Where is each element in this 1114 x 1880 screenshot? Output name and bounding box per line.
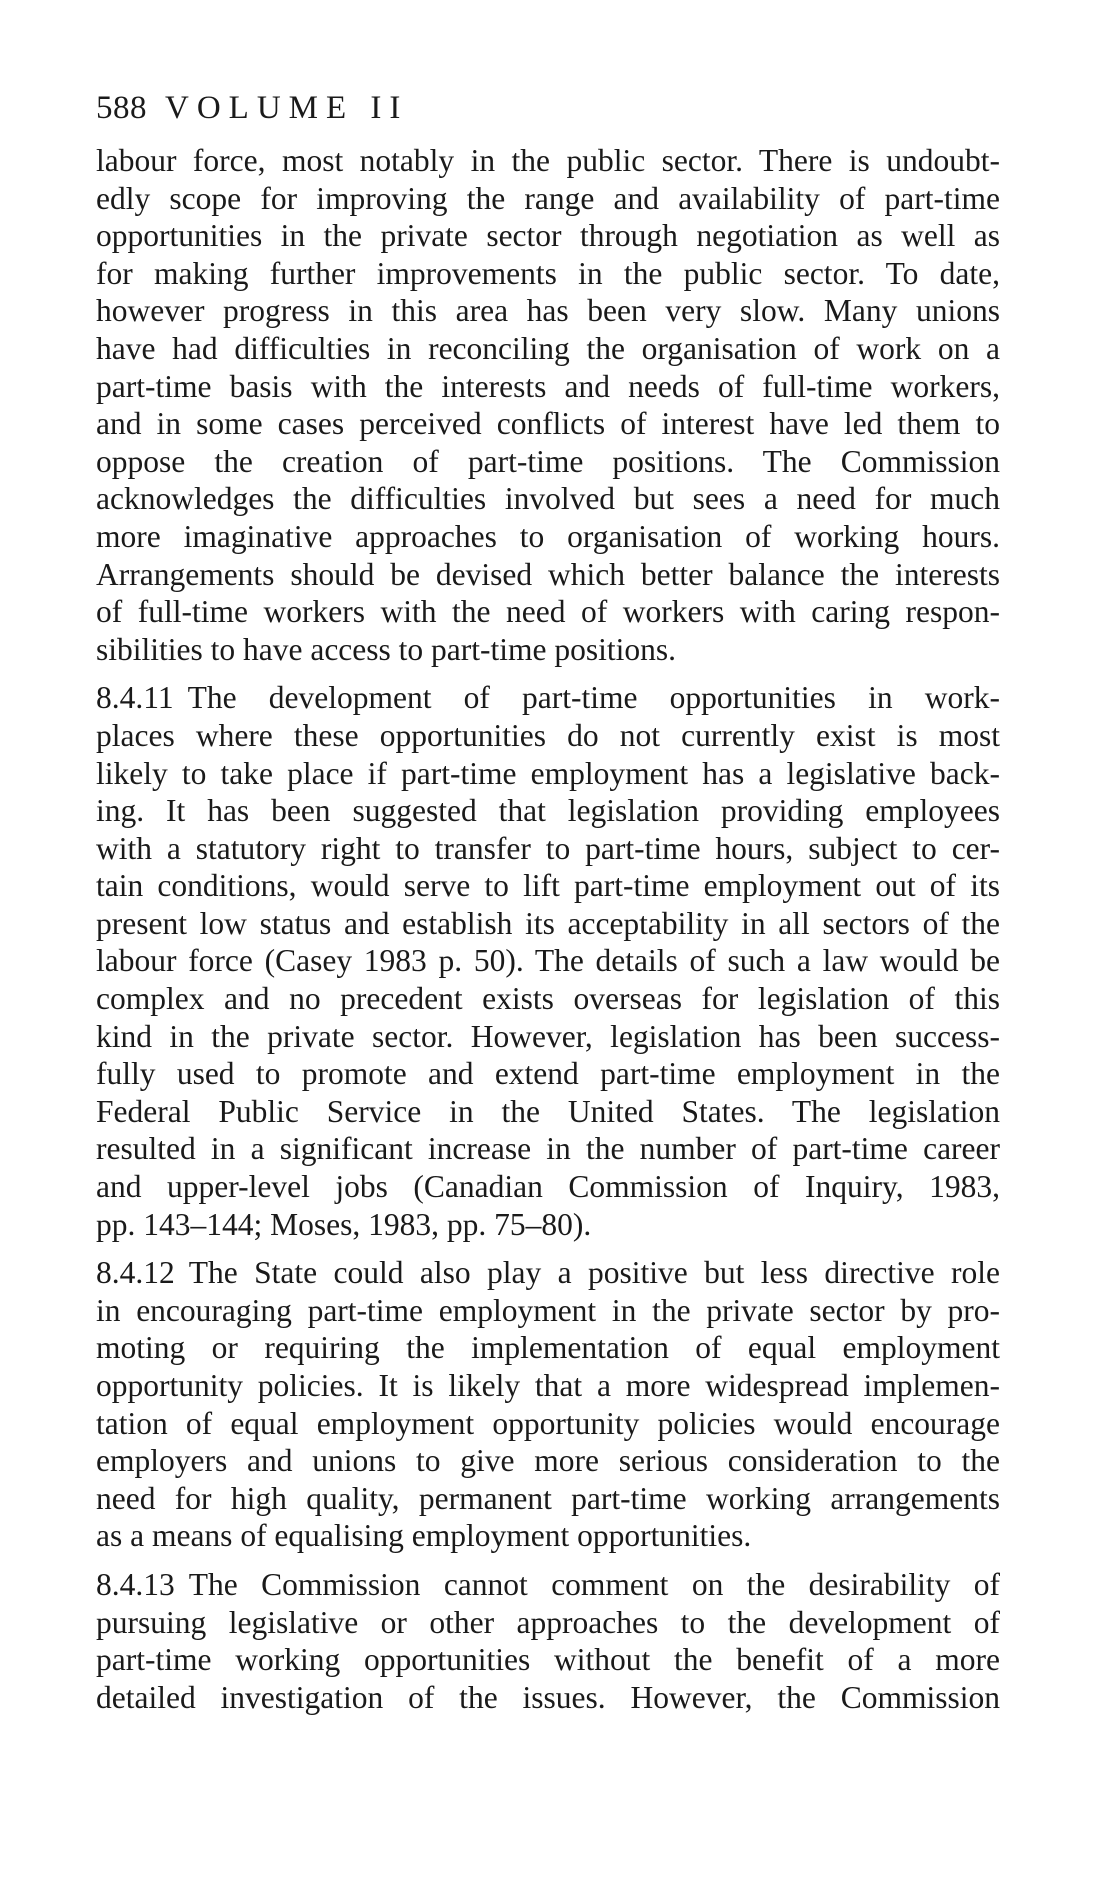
text-line xyxy=(96,942,1000,980)
text-line xyxy=(96,792,1000,830)
line-text: part-time working opportunities without the benefit of a more xyxy=(96,1642,1000,1678)
paragraph xyxy=(96,1566,1000,1716)
text-line xyxy=(96,1130,1000,1168)
line-text: part-time basis with the interests and needs of full-time workers, xyxy=(96,368,1000,404)
line-text: kind in the private sector. However, legislation has been success- xyxy=(96,1018,1000,1054)
text-line xyxy=(96,1641,1000,1679)
line-text: opportunity policies. It is likely that a more widespread implemen- xyxy=(96,1368,1000,1403)
text-line xyxy=(96,593,1000,631)
text-line xyxy=(96,292,1000,330)
text-line xyxy=(96,905,1000,943)
text-line xyxy=(96,518,1000,556)
line-text: The development of part-time opportunities in work- xyxy=(187,680,1000,716)
document-page xyxy=(96,88,1000,1727)
text-line xyxy=(96,217,1000,255)
line-text: pp. 143–144; Moses, 1983, pp. 75–80). xyxy=(96,1206,592,1242)
line-text: with a statutory right to transfer to part-time hours, subject to cer- xyxy=(96,830,1000,866)
text-line xyxy=(96,679,1000,717)
line-text: labour force, most notably in the public sector. There is undoubt- xyxy=(96,143,1000,178)
page-number: 588 xyxy=(96,90,147,126)
text-line xyxy=(96,1679,1000,1717)
line-text: The State could also play a positive but less directive role xyxy=(188,1255,1000,1291)
text-line xyxy=(96,1018,1000,1056)
line-text: resulted in a significant increase in the number of part-time career xyxy=(96,1131,1000,1167)
line-text: edly scope for improving the range and availability of part-time xyxy=(96,180,1000,216)
text-line xyxy=(96,867,1000,905)
line-text: labour force (Casey 1983 p. 50). The details of such a law would be xyxy=(96,943,1000,979)
paragraph-number: 8.4.11 xyxy=(96,680,174,716)
line-text: and upper-level jobs (Canadian Commission of Inquiry, 1983, xyxy=(96,1169,1000,1205)
text-line xyxy=(96,980,1000,1018)
line-text: oppose the creation of part-time positions. The Commission xyxy=(96,443,1000,479)
line-text: employers and unions to give more serious consideration to the xyxy=(96,1443,1000,1479)
line-text: have had difficulties in reconciling the organisation of work on a xyxy=(96,330,1000,366)
line-text: in encouraging part-time employment in the private sector by pro- xyxy=(96,1292,1000,1328)
line-text: and in some cases perceived conflicts of interest have led them to xyxy=(96,406,1000,442)
text-line xyxy=(96,142,1000,180)
text-line xyxy=(96,368,1000,406)
line-text: tain conditions, would serve to lift part-time employment out of its xyxy=(96,868,1000,904)
text-line xyxy=(96,255,1000,293)
line-text: likely to take place if part-time employment has a legislative back- xyxy=(96,755,1000,791)
text-line xyxy=(96,1442,1000,1480)
text-line xyxy=(96,480,1000,518)
text-line xyxy=(96,443,1000,481)
text-line xyxy=(96,1292,1000,1330)
line-text: however progress in this area has been very slow. Many unions xyxy=(96,293,1000,329)
line-text: The Commission cannot comment on the desirability of xyxy=(188,1566,1000,1602)
line-text: of full-time workers with the need of workers with caring respon- xyxy=(96,594,1000,630)
paragraph xyxy=(96,1254,1000,1555)
line-text: need for high quality, permanent part-time working arrangements xyxy=(96,1480,1000,1516)
text-line xyxy=(96,1367,1000,1405)
line-text: more imaginative approaches to organisation of working hours. xyxy=(96,518,1000,554)
text-line xyxy=(96,1206,1000,1244)
text-line xyxy=(96,1405,1000,1443)
body-text xyxy=(96,142,1000,1716)
line-text: ing. It has been suggested that legislation providing employees xyxy=(96,793,1000,829)
paragraph xyxy=(96,679,1000,1243)
text-line xyxy=(96,1254,1000,1292)
text-line xyxy=(96,717,1000,755)
text-line xyxy=(96,556,1000,594)
line-text: places where these opportunities do not currently exist is most xyxy=(96,717,1000,753)
line-text: Federal Public Service in the United States. The legislation xyxy=(96,1093,1000,1129)
text-line xyxy=(96,330,1000,368)
running-header xyxy=(96,88,1000,128)
line-text: as a means of equalising employment opportunities. xyxy=(96,1518,752,1554)
text-line xyxy=(96,1055,1000,1093)
text-line xyxy=(96,1517,1000,1555)
paragraph xyxy=(96,142,1000,668)
text-line xyxy=(96,405,1000,443)
text-line xyxy=(96,755,1000,793)
line-text: Arrangements should be devised which better balance the interests xyxy=(96,556,1000,592)
text-line xyxy=(96,1604,1000,1642)
line-text: fully used to promote and extend part-time employment in the xyxy=(96,1056,1000,1092)
text-line xyxy=(96,1093,1000,1131)
paragraph-number: 8.4.13 xyxy=(96,1566,175,1602)
line-text: tation of equal employment opportunity policies would encourage xyxy=(96,1405,1000,1441)
text-line xyxy=(96,1480,1000,1518)
text-line xyxy=(96,180,1000,218)
text-line xyxy=(96,631,1000,669)
text-line xyxy=(96,830,1000,868)
line-text: for making further improvements in the public sector. To date, xyxy=(96,255,1000,291)
line-text: present low status and establish its acceptability in all sectors of the xyxy=(96,905,1000,941)
line-text: opportunities in the private sector through negotiation as well as xyxy=(96,218,1000,254)
text-line xyxy=(96,1168,1000,1206)
line-text: pursuing legislative or other approaches to the development of xyxy=(96,1604,1000,1640)
line-text: moting or requiring the implementation of equal employment xyxy=(96,1330,1000,1366)
line-text: acknowledges the difficulties involved but sees a need for much xyxy=(96,481,1000,517)
volume-label: VOLUME II xyxy=(165,90,409,126)
line-text: sibilities to have access to part-time positions. xyxy=(96,631,677,667)
line-text: detailed investigation of the issues. However, the Commission xyxy=(96,1679,1000,1715)
line-text: complex and no precedent exists overseas for legislation of this xyxy=(96,981,1000,1017)
text-line xyxy=(96,1566,1000,1604)
paragraph-number: 8.4.12 xyxy=(96,1255,175,1291)
text-line xyxy=(96,1329,1000,1367)
